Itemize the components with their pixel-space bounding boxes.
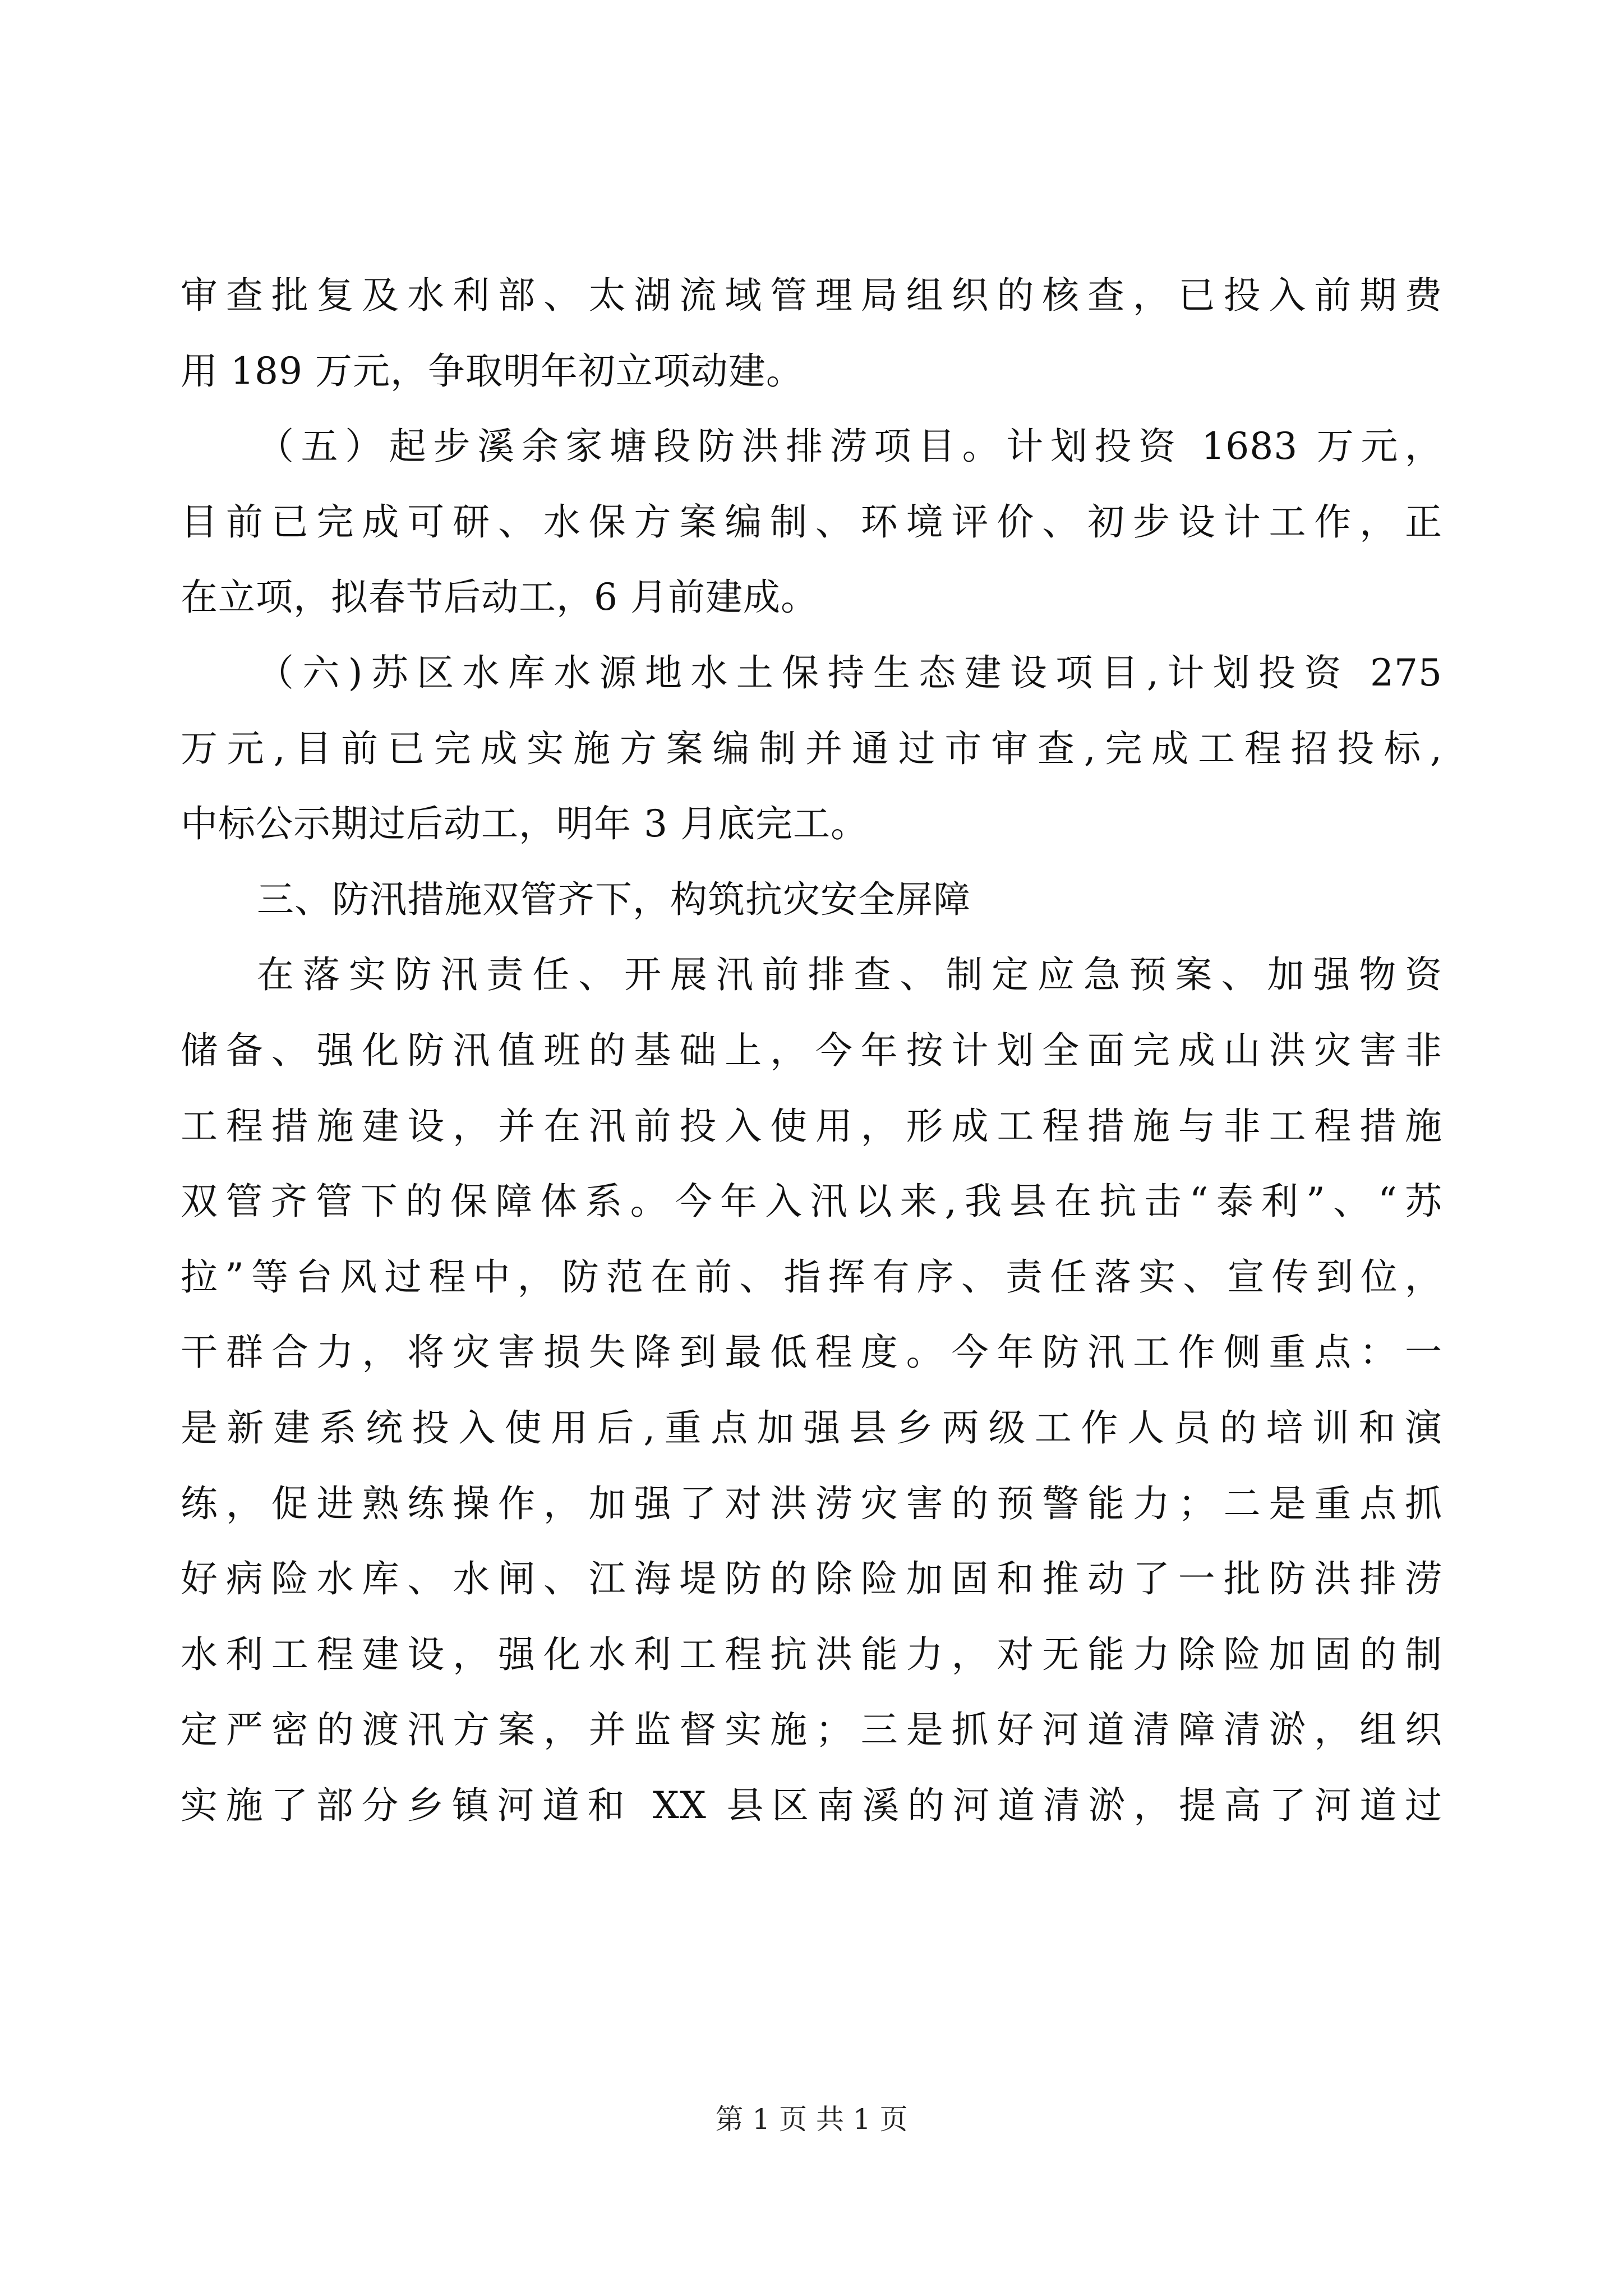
- page-number-footer: 第 1 页 共 1 页: [715, 2103, 908, 2136]
- text-line: 在落实防汛责任、开展汛前排查、制定应急预案、加强物资: [257, 953, 1442, 997]
- section-three-heading: 三、防汛措施双管齐下，构筑抗灾安全屏障: [257, 877, 971, 921]
- text-line: 双管齐管下的保障体系。今年入汛以来,我县在抗击“泰利”、“苏: [181, 1180, 1442, 1223]
- text-line: 中标公示期过后动工，明年 3 月底完工。: [181, 802, 868, 846]
- paragraph-six-heading: （六)苏区水库水源地水土保持生态建设项目,计划投资 275: [257, 651, 1442, 694]
- text-line: 练，促进熟练操作，加强了对洪涝灾害的预警能力；二是重点抓: [181, 1481, 1442, 1525]
- text-line: 水利工程建设，强化水利工程抗洪能力，对无能力除险加固的制: [181, 1632, 1442, 1676]
- document-body: [181, 258, 1442, 1843]
- text-line: 好病险水库、水闸、江海堤防的除险加固和推动了一批防洪排涝: [181, 1557, 1442, 1601]
- text-line: 工程措施建设，并在汛前投入使用，形成工程措施与非工程措施: [181, 1104, 1442, 1148]
- text-line: 在立项，拟春节后动工，6 月前建成。: [181, 576, 818, 619]
- text-line: 干群合力，将灾害损失降到最低程度。今年防汛工作侧重点：一: [181, 1331, 1442, 1374]
- text-line: 目前已完成可研、水保方案编制、环境评价、初步设计工作，正: [181, 500, 1442, 544]
- text-line: 实施了部分乡镇河道和 XX 县区南溪的河道清淤，提高了河道过: [181, 1783, 1442, 1827]
- paragraph-five-heading: （五）起步溪余家塘段防洪排涝项目。计划投资 1683 万元，: [257, 425, 1442, 468]
- text-line: 是新建系统投入使用后,重点加强县乡两级工作人员的培训和演: [181, 1406, 1442, 1450]
- text-line: 审查批复及水利部、太湖流域管理局组织的核查，已投入前期费: [181, 274, 1442, 317]
- text-line: 拉”等台风过程中，防范在前、指挥有序、责任落实、宣传到位，: [181, 1255, 1442, 1299]
- text-line: 定严密的渡汛方案，并监督实施；三是抓好河道清障清淤，组织: [181, 1708, 1442, 1752]
- text-line: 储备、强化防汛值班的基础上，今年按计划全面完成山洪灾害非: [181, 1028, 1442, 1072]
- text-line: 用 189 万元，争取明年初立项动建。: [181, 349, 804, 393]
- text-line: 万元,目前已完成实施方案编制并通过市审查,完成工程招投标,: [181, 726, 1442, 770]
